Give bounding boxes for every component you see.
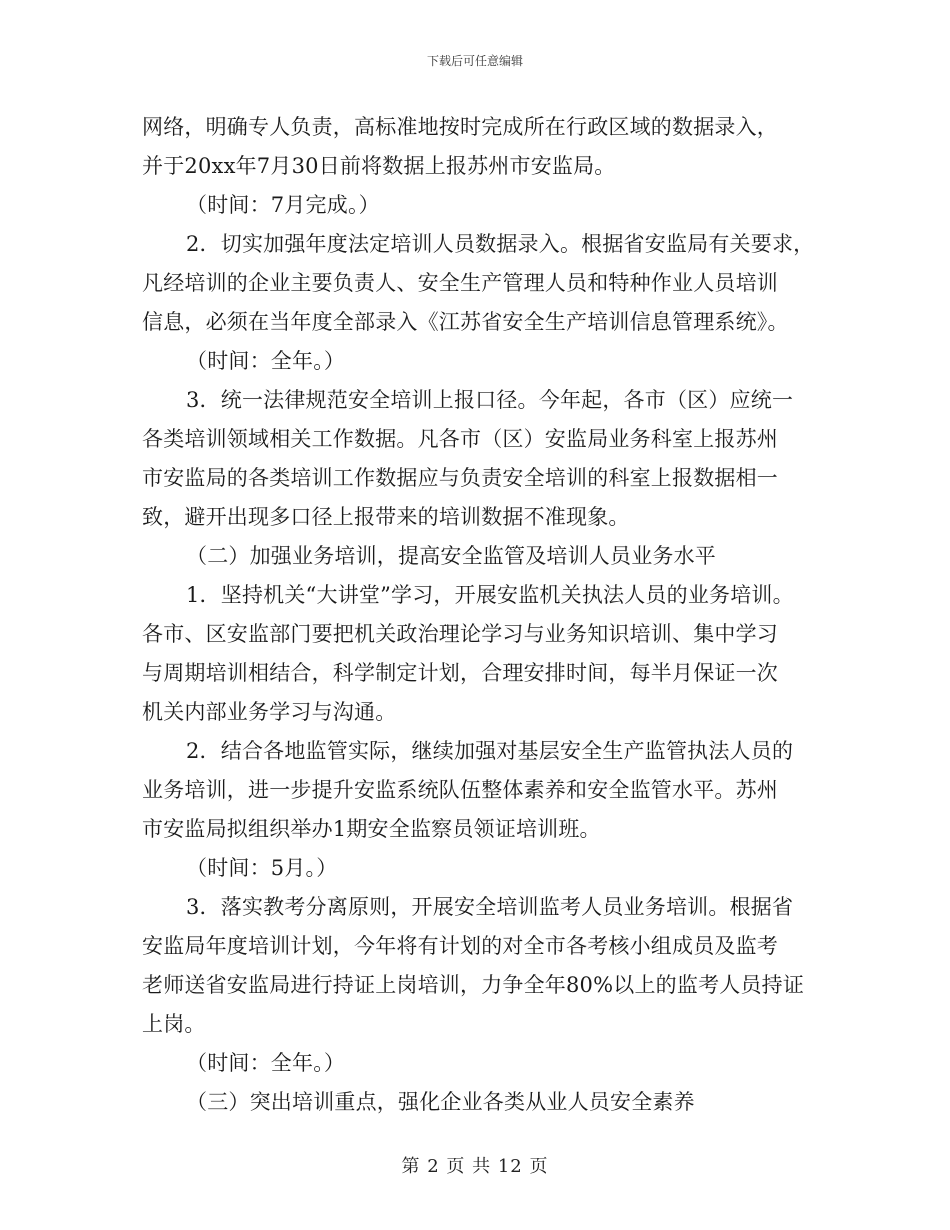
text-line: 业务培训，进一步提升安监系统队伍整体素养和安全监管水平。苏州 bbox=[142, 778, 778, 802]
text-line: （二）加强业务培训，提高安全监管及培训人员业务水平 bbox=[186, 544, 716, 568]
text-line: 安监局年度培训计划，今年将有计划的对全市各考核小组成员及监考 bbox=[142, 934, 778, 958]
text-line: 信息，必须在当年度全部录入《江苏省安全生产培训信息管理系统》。 bbox=[142, 310, 789, 334]
text-line: 与周期培训相结合，科学制定计划，合理安排时间，每半月保证一次 bbox=[142, 661, 778, 685]
text-line: （时间：全年。） bbox=[186, 349, 346, 373]
text-line: 机关内部业务学习与沟通。 bbox=[142, 700, 397, 724]
text-line: 老师送省安监局进行持证上岗培训，力争全年80%以上的监考人员持证 bbox=[142, 973, 805, 997]
text-line: 并于20xx年7月30日前将数据上报苏州市安监局。 bbox=[142, 154, 616, 178]
text-line: 各类培训领域相关工作数据。凡各市（区）安监局业务科室上报苏州 bbox=[142, 427, 778, 451]
text-line: 市安监局的各类培训工作数据应与负责安全培训的科室上报数据相一 bbox=[142, 466, 778, 490]
text-line: 致，避开出现多口径上报带来的培训数据不准现象。 bbox=[142, 505, 630, 529]
text-line: 3．统一法律规范安全培训上报口径。今年起，各市（区）应统一 bbox=[186, 388, 794, 412]
text-line: 上岗。 bbox=[142, 1012, 206, 1036]
text-line: 凡经培训的企业主要负责人、安全生产管理人员和特种作业人员培训 bbox=[142, 271, 778, 295]
text-line: 各市、区安监部门要把机关政治理论学习与业务知识培训、集中学习 bbox=[142, 622, 778, 646]
text-line: 市安监局拟组织举办1期安全监察员领证培训班。 bbox=[142, 817, 601, 841]
text-line: 1．坚持机关“大讲堂”学习，开展安监机关执法人员的业务培训。 bbox=[186, 583, 794, 607]
page-header: 下载后可任意编辑 bbox=[426, 54, 523, 68]
text-line: 2．切实加强年度法定培训人员数据录入。根据省安监局有关要求， bbox=[186, 232, 815, 256]
page-footer: 第 2 页 共 12 页 bbox=[401, 1156, 549, 1177]
text-line: 3．落实教考分离原则，开展安全培训监考人员业务培训。根据省 bbox=[186, 895, 794, 919]
document-body bbox=[142, 108, 822, 1122]
text-line: （时间：全年。） bbox=[186, 1051, 346, 1075]
text-line: （时间：5月。） bbox=[186, 856, 338, 880]
text-line: 网络，明确专人负责，高标准地按时完成所在行政区域的数据录入， bbox=[142, 115, 778, 139]
text-line: （时间：7月完成。） bbox=[186, 193, 380, 217]
text-line: 2．结合各地监管实际，继续加强对基层安全生产监管执法人员的 bbox=[186, 739, 794, 763]
text-line: （三）突出培训重点，强化企业各类从业人员安全素养 bbox=[186, 1090, 695, 1114]
